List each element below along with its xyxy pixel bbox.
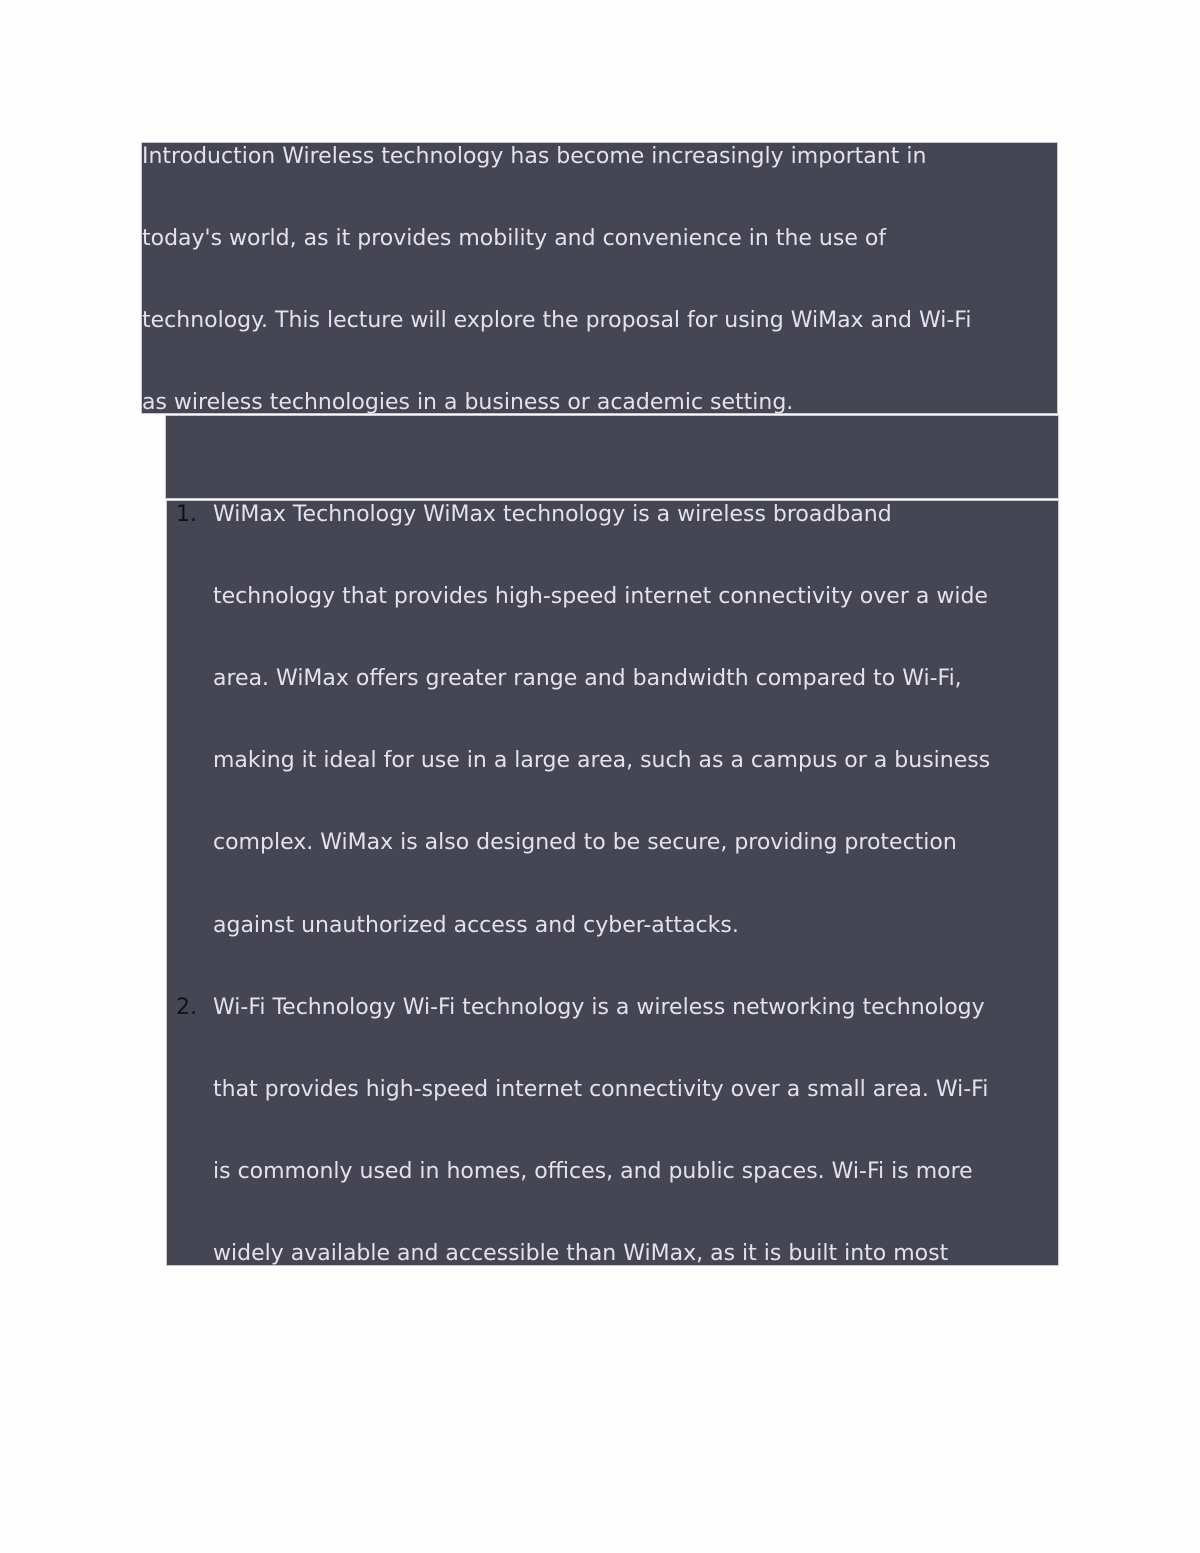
list-item-number: 2. [176,995,197,1020]
intro-line: Introduction Wireless technology has become increasingly important in [142,144,927,169]
intro-line: technology. This lecture will explore the proposal for using WiMax and Wi-Fi [142,308,972,333]
list-item-line: Wi-Fi Technology Wi-Fi technology is a wireless networking technology [213,995,985,1020]
intro-line: today's world, as it provides mobility and convenience in the use of [142,226,887,251]
list-item-line: area. WiMax offers greater range and bandwidth compared to Wi-Fi, [213,666,962,691]
list-item-line: widely available and accessible than WiMax, as it is built into most [213,1241,949,1266]
list-item-line: is commonly used in homes, offices, and public spaces. Wi-Fi is more [213,1159,973,1184]
list-item-line: complex. WiMax is also designed to be secure, providing protection [213,830,957,855]
list-item-line: WiMax Technology WiMax technology is a wireless broadband [213,502,892,527]
list-item-line: technology that provides high-speed internet connectivity over a wide [213,584,988,609]
list-item-line: that provides high-speed internet connectivity over a small area. Wi-Fi [213,1077,989,1102]
intro-paragraph-block [141,142,1058,414]
empty-paragraph-block [165,415,1059,499]
list-item-line: making it ideal for use in a large area, such as a campus or a business [213,748,991,773]
list-item-line: against unauthorized access and cyber-attacks. [213,913,739,938]
intro-line: as wireless technologies in a business or academic setting. [142,390,794,415]
list-item-number: 1. [176,502,197,527]
numbered-list [166,500,1059,1266]
